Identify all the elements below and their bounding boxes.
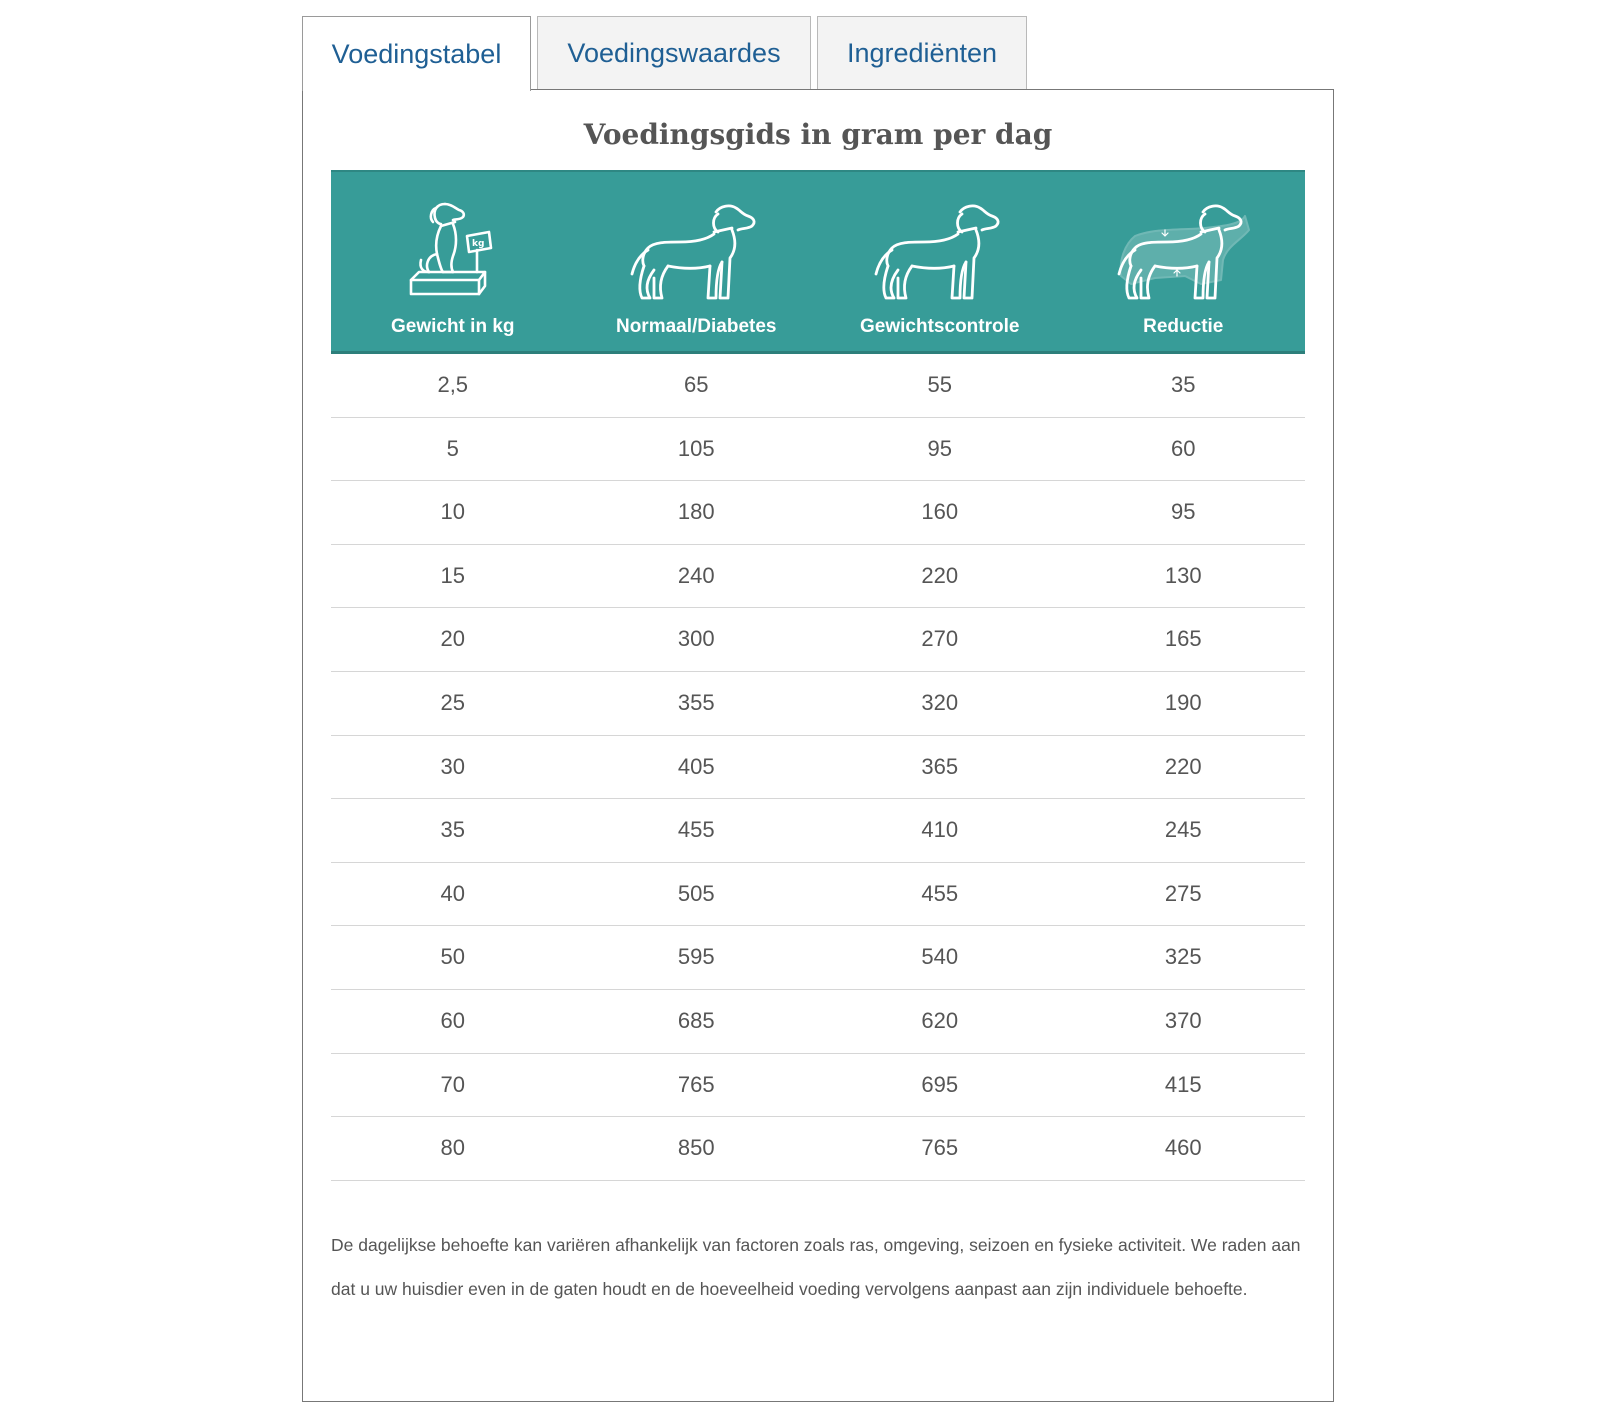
column-header-weight-control [818,172,1062,351]
column-label: Gewichtscontrole [860,316,1020,337]
table-cell: 765 [921,1135,959,1161]
table-cell: 105 [677,435,715,461]
table-cell: 850 [677,1135,715,1161]
table-cell: 595 [677,944,715,970]
column-label: Normaal/Diabetes [615,316,777,337]
tab-bar [302,16,1033,90]
dog-on-scale-icon [405,200,501,300]
dog-weight-reduction-icon [1115,200,1251,304]
table-row [331,672,1305,736]
table-cell: 540 [921,944,959,970]
table-cell: 30 [440,753,465,779]
table-cell: 35 [440,817,465,843]
tab-panel [302,89,1334,1402]
table-cell: 685 [677,1007,715,1033]
table-row [331,1117,1305,1181]
table-cell: 695 [921,1071,959,1097]
table-cell: 15 [440,562,465,588]
table-cell: 165 [1164,626,1202,652]
table-cell: 275 [1164,880,1202,906]
table-cell: 95 [1171,499,1196,525]
table-row [331,799,1305,863]
table-row [331,608,1305,672]
column-header-reduction [1062,172,1306,351]
feeding-guide-title: Voedingsgids in gram per dag [583,118,1053,151]
column-header-normal [575,172,819,351]
table-cell: 410 [921,817,959,843]
tab-voedingstabel[interactable]: Voedingstabel [302,16,531,91]
table-cell: 370 [1164,1007,1202,1033]
table-row [331,863,1305,927]
table-cell: 240 [677,562,715,588]
table-row [331,418,1305,482]
table-cell: 5 [446,435,459,461]
table-row [331,481,1305,545]
table-cell: 455 [677,817,715,843]
table-cell: 220 [921,562,959,588]
table-row [331,990,1305,1054]
table-row [331,545,1305,609]
table-cell: 20 [440,626,465,652]
table-cell: 60 [1171,435,1196,461]
table-row [331,354,1305,418]
table-cell: 80 [440,1135,465,1161]
table-cell: 55 [927,372,952,397]
table-cell: 325 [1164,944,1202,970]
table-cell: 65 [684,372,709,397]
table-cell: 220 [1164,753,1202,779]
column-label: Reductie [1143,316,1224,337]
dog-icon [872,200,1008,304]
table-row [331,926,1305,990]
table-cell: 300 [677,626,715,652]
table-cell: 25 [440,689,465,715]
table-cell: 455 [921,880,959,906]
table-cell: 60 [440,1007,465,1033]
table-body [331,354,1305,1181]
table-row [331,1054,1305,1118]
feeding-table [331,170,1305,1181]
table-cell: 2,5 [437,372,469,397]
table-cell: 50 [440,944,465,970]
table-cell: 10 [440,499,465,525]
table-cell: 765 [677,1071,715,1097]
table-cell: 245 [1164,817,1202,843]
tab-ingredienten[interactable]: Ingrediënten [817,16,1027,90]
table-cell: 95 [927,435,952,461]
table-row [331,736,1305,800]
feeding-note: De dagelijkse behoefte kan variëren afhankelijk van factoren zoals ras, omgeving, seizoen en fysieke activiteit. We raden aan dat u uw huisdier even in de gaten houdt en de hoeveelheid voeding vervolgens aanpast aan zijn individuele behoefte. [331,1235,1301,1299]
dog-icon [628,200,764,304]
column-header-weight [331,172,575,351]
table-header [331,170,1305,354]
table-cell: 620 [921,1007,959,1033]
table-cell: 130 [1164,562,1202,588]
table-cell: 355 [677,689,715,715]
table-cell: 415 [1164,1071,1202,1097]
scale-label: kg [471,239,485,249]
table-cell: 405 [677,753,715,779]
table-cell: 270 [921,626,959,652]
table-cell: 40 [440,880,465,906]
table-cell: 70 [440,1071,465,1097]
table-cell: 320 [921,689,959,715]
table-cell: 35 [1171,372,1196,397]
table-cell: 365 [921,753,959,779]
tab-voedingswaardes[interactable]: Voedingswaardes [537,16,811,90]
column-label: Gewicht in kg [390,316,515,337]
table-cell: 190 [1164,689,1202,715]
table-cell: 160 [921,499,959,525]
table-cell: 180 [677,499,715,525]
table-cell: 460 [1164,1135,1202,1161]
table-cell: 505 [677,880,715,906]
